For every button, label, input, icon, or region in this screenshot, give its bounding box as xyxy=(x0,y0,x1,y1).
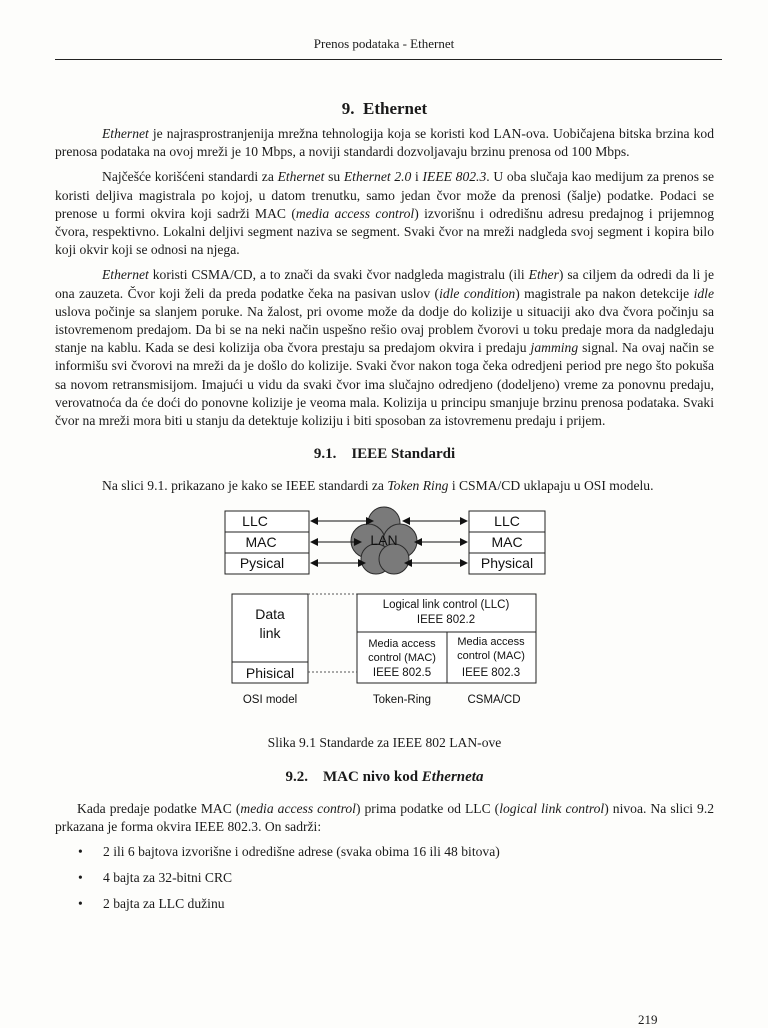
chapter-title xyxy=(55,96,714,122)
text: ) izvorišnu i odredišnu adresu predajnog i prijemnog čvora, respektivno. Lokalni deljivi segment naziva se segment. Svaki čvor na mreži nadgleda svoj segment i kopira bilo koji okvir koji se odnosi na njega. xyxy=(55,205,714,258)
left-stack-mac: MAC xyxy=(245,534,277,551)
text: ) sa ciljem da odredi da li je ona zauzeta. Čvor koji želi da preda podatke čeka na pasivan uslov ( xyxy=(55,267,714,301)
dotted-guides xyxy=(308,594,357,672)
text: su xyxy=(324,169,344,185)
text: i CSMA/CD uklapaju u OSI modelu. xyxy=(448,478,654,494)
text: Kada predaje podatke MAC ( xyxy=(77,800,241,816)
section-heading-9-1 xyxy=(55,444,714,464)
running-header: Prenos podataka - Ethernet xyxy=(313,36,455,51)
paragraph-ieee xyxy=(55,477,714,495)
list-item-text: 4 bajta za 32-bitni CRC xyxy=(103,870,233,886)
em: Ethernet 2.0 xyxy=(343,169,412,185)
em: Token Ring xyxy=(387,478,449,494)
figure-osi-ieee xyxy=(55,592,714,724)
paragraph-mac xyxy=(55,800,714,836)
section-heading-9-2 xyxy=(55,767,714,787)
section-title: IEEE Standardi xyxy=(351,446,456,463)
list-item xyxy=(55,895,714,913)
chapter-number: 9. xyxy=(341,99,355,118)
text: signal. Na ovaj način se informišu svi čvorovi na mreži da je došlo do kolizije. Svaki čvor nakon toga čeka odredjeni period pre nego što pokuša sa novom retransmisijom. Imajući u vidu da svaki čvor ima slučajno odredjeno (dodeljeno) vreme za ponovnu predaju, verovatnoća da će doći do ponovne kolizije je veoma mala. Kolizija u principu smanjuje brzinu prenosa podataka. Svaki čvor na mreži mora biti u stanju da detektuje koliziju i biti sposoban za istovremenu predaju i prijem. xyxy=(55,340,714,429)
figure-caption: Slika 9.1 Standarde za IEEE 802 LAN-ove xyxy=(267,735,502,751)
paragraph-csma-cd xyxy=(55,266,714,430)
em: Ethernet xyxy=(277,169,325,185)
bullet-icon: • xyxy=(78,870,83,886)
label-csma-cd: CSMA/CD xyxy=(467,694,521,707)
text: . U oba slučaja kao medijum za prenos se koristi deljiva magistrala po kojoj, u datom trenutku, samo jedan čvor može da prenosi (šalje) podatke. Podaci se prenose u formi okvira koji sadrži MAC ( xyxy=(55,169,714,221)
bullet-icon: • xyxy=(78,896,83,912)
em: IEEE 802.3 xyxy=(422,169,487,185)
list-item xyxy=(55,843,714,861)
paragraph-standards xyxy=(55,168,714,259)
list-item-text: 2 bajta za LLC dužinu xyxy=(103,896,225,912)
llc-line2: IEEE 802.2 xyxy=(416,614,476,627)
em: idle condition xyxy=(439,285,516,301)
em: Ethernet xyxy=(102,267,149,283)
paragraph-intro xyxy=(55,125,714,161)
mac-token-ring-line1: Media access xyxy=(368,638,436,651)
text: ) magistrale pa nakon detekcije xyxy=(515,285,694,301)
text: je najrasprostranjenija mrežna tehnologija koja se koristi kod LAN-ova. Uobičajena bitska brzina kod prenosa podataka na ovoj mreži je 10 Mbps, a noviji standardi dozvoljavaju brzinu prenosa od 100 Mbps. xyxy=(55,126,714,160)
right-stack-mac: MAC xyxy=(491,534,523,551)
right-stack-physical: Physical xyxy=(480,555,534,572)
chapter-title-text: Ethernet xyxy=(363,99,428,118)
text: uslova počinje sa slanjem poruke. Na žalost, pri ovome može da dodje do kolizije u situaciji ako dva čvora počinju sa istovremenom predajom. Da bi se na neki način uspešno rešio ovaj problem čvorovi u toku predaje mora da nadgledaju stanje na kablu. Kada se desi kolizija oba čvora prestaju sa predajom okvira i predaju xyxy=(55,303,714,356)
section-number: 9.2. xyxy=(285,768,309,785)
list-item xyxy=(55,869,714,887)
header-rule xyxy=(55,59,722,60)
right-stack-llc: LLC xyxy=(494,513,520,530)
page-number: 219 xyxy=(638,1012,658,1027)
left-stack-llc: LLC xyxy=(242,513,268,530)
page-content xyxy=(55,96,714,922)
em: Ethernet xyxy=(102,126,149,141)
osi-data-link-line2: link xyxy=(259,625,281,642)
section-number: 9.1. xyxy=(313,446,337,463)
em: jamming xyxy=(530,340,579,356)
em: logical link control xyxy=(499,800,605,816)
text: ) nivoa. Na slici 9.2 prkazana je forma okvira IEEE 802.3. On sadrži: xyxy=(55,800,715,834)
lan-stacks-svg xyxy=(55,505,714,585)
mac-token-ring-line3: IEEE 802.5 xyxy=(372,667,432,680)
section-title-em: Etherneta xyxy=(421,768,484,785)
osi-physical: Phisical xyxy=(245,665,295,682)
osi-ieee-svg xyxy=(55,592,714,724)
label-token-ring: Token-Ring xyxy=(372,694,432,707)
frame-fields-list xyxy=(55,843,714,914)
label-osi-model: OSI model xyxy=(242,694,298,707)
mac-token-ring-line2: control (MAC) xyxy=(368,652,436,665)
osi-data-link-line1: Data xyxy=(255,606,285,623)
em: idle xyxy=(693,285,714,301)
bullet-icon: • xyxy=(78,844,83,860)
mac-csma-line3: IEEE 802.3 xyxy=(461,667,521,680)
text: i xyxy=(411,169,423,185)
text: koristi CSMA/CD, a to znači da svaki čvor nadgleda magistralu (ili xyxy=(148,267,529,283)
text: ) prima podatke od LLC ( xyxy=(355,800,500,816)
list-item-text: 2 ili 6 bajtova izvorišne i odredišne adrese (svaka obima 16 ili 48 bitova) xyxy=(103,844,500,860)
em: Ether xyxy=(528,267,559,283)
mac-csma-line1: Media access xyxy=(457,636,525,649)
mac-csma-line2: control (MAC) xyxy=(457,650,525,663)
em: media access control xyxy=(295,205,415,221)
text: Najčešće korišćeni standardi za xyxy=(102,169,278,185)
lan-label: LAN xyxy=(370,532,398,549)
text: Na slici 9.1. prikazano je kako se IEEE standardi za xyxy=(102,478,388,494)
llc-line1: Logical link control (LLC) xyxy=(382,599,510,612)
em: media access control xyxy=(240,800,356,816)
figure-lan-stacks xyxy=(55,505,714,585)
left-stack-physical: Pysical xyxy=(239,555,285,572)
section-title: MAC nivo kod xyxy=(323,768,422,785)
